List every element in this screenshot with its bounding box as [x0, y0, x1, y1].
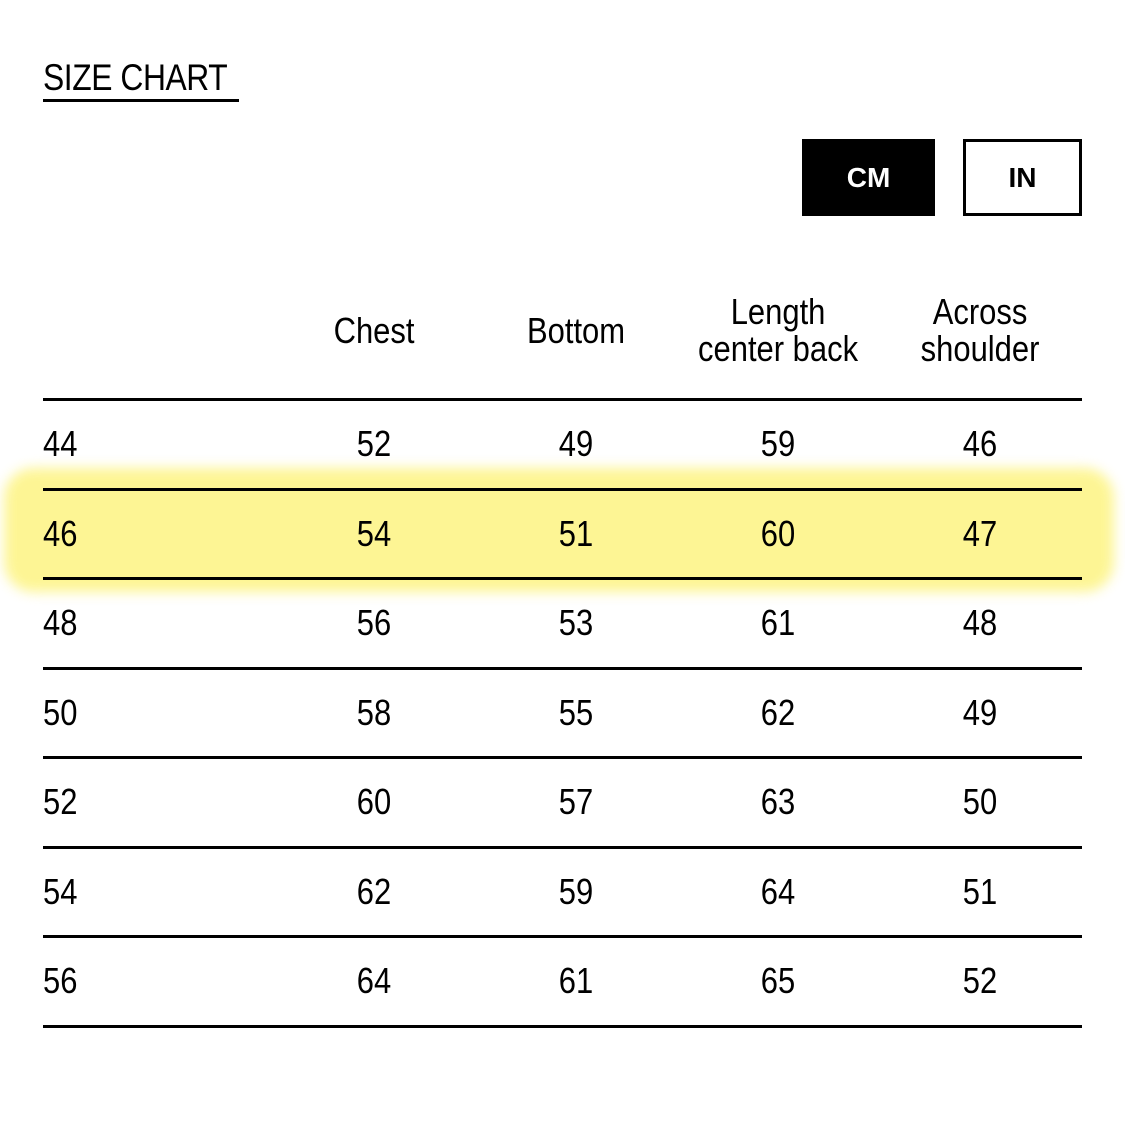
table-row	[0, 489, 1125, 578]
cell-size: 48	[43, 601, 78, 643]
table-rule	[43, 1025, 1082, 1028]
cell-size: 50	[43, 691, 78, 733]
table-row	[0, 578, 1125, 667]
cm-unit-button[interactable]: CM	[802, 139, 935, 216]
header-across-shoulder: Across shoulder	[920, 291, 1040, 369]
table-row	[0, 847, 1125, 936]
cell-across-shoulder: 48	[962, 601, 998, 643]
table-row	[0, 936, 1125, 1025]
cell-size: 54	[43, 870, 78, 912]
header-length-center-back: Length center back	[697, 291, 859, 369]
table-row	[0, 399, 1125, 488]
cell-bottom: 53	[558, 601, 594, 643]
title-underline	[43, 99, 239, 102]
cell-across-shoulder: 51	[962, 870, 998, 912]
cell-across-shoulder: 49	[962, 691, 998, 733]
page-title: SIZE CHART	[43, 57, 228, 98]
table-row	[0, 668, 1125, 757]
cell-across-shoulder: 47	[962, 512, 998, 554]
cell-size: 56	[43, 959, 78, 1001]
cell-bottom: 55	[558, 691, 594, 733]
cell-across-shoulder: 52	[962, 959, 998, 1001]
cell-bottom: 59	[558, 870, 594, 912]
cell-chest: 60	[356, 780, 392, 822]
cell-length-center-back: 63	[760, 780, 796, 822]
cell-bottom: 51	[558, 512, 594, 554]
cell-length-center-back: 65	[760, 959, 796, 1001]
cell-chest: 58	[356, 691, 392, 733]
cell-bottom: 57	[558, 780, 594, 822]
cell-size: 46	[43, 512, 78, 554]
in-unit-button[interactable]: IN	[963, 139, 1082, 216]
cell-chest: 64	[356, 959, 392, 1001]
table-row	[0, 757, 1125, 846]
header-chest: Chest	[333, 309, 415, 351]
cell-size: 52	[43, 780, 78, 822]
cell-length-center-back: 62	[760, 691, 796, 733]
cell-across-shoulder: 50	[962, 780, 998, 822]
header-bottom: Bottom	[526, 309, 626, 351]
cell-length-center-back: 61	[760, 601, 796, 643]
cell-chest: 56	[356, 601, 392, 643]
cell-chest: 54	[356, 512, 392, 554]
cell-chest: 62	[356, 870, 392, 912]
cell-chest: 52	[356, 422, 392, 464]
cell-length-center-back: 64	[760, 870, 796, 912]
cell-length-center-back: 59	[760, 422, 796, 464]
cell-size: 44	[43, 422, 78, 464]
cell-across-shoulder: 46	[962, 422, 998, 464]
cell-bottom: 49	[558, 422, 594, 464]
cell-bottom: 61	[558, 959, 594, 1001]
cell-length-center-back: 60	[760, 512, 796, 554]
